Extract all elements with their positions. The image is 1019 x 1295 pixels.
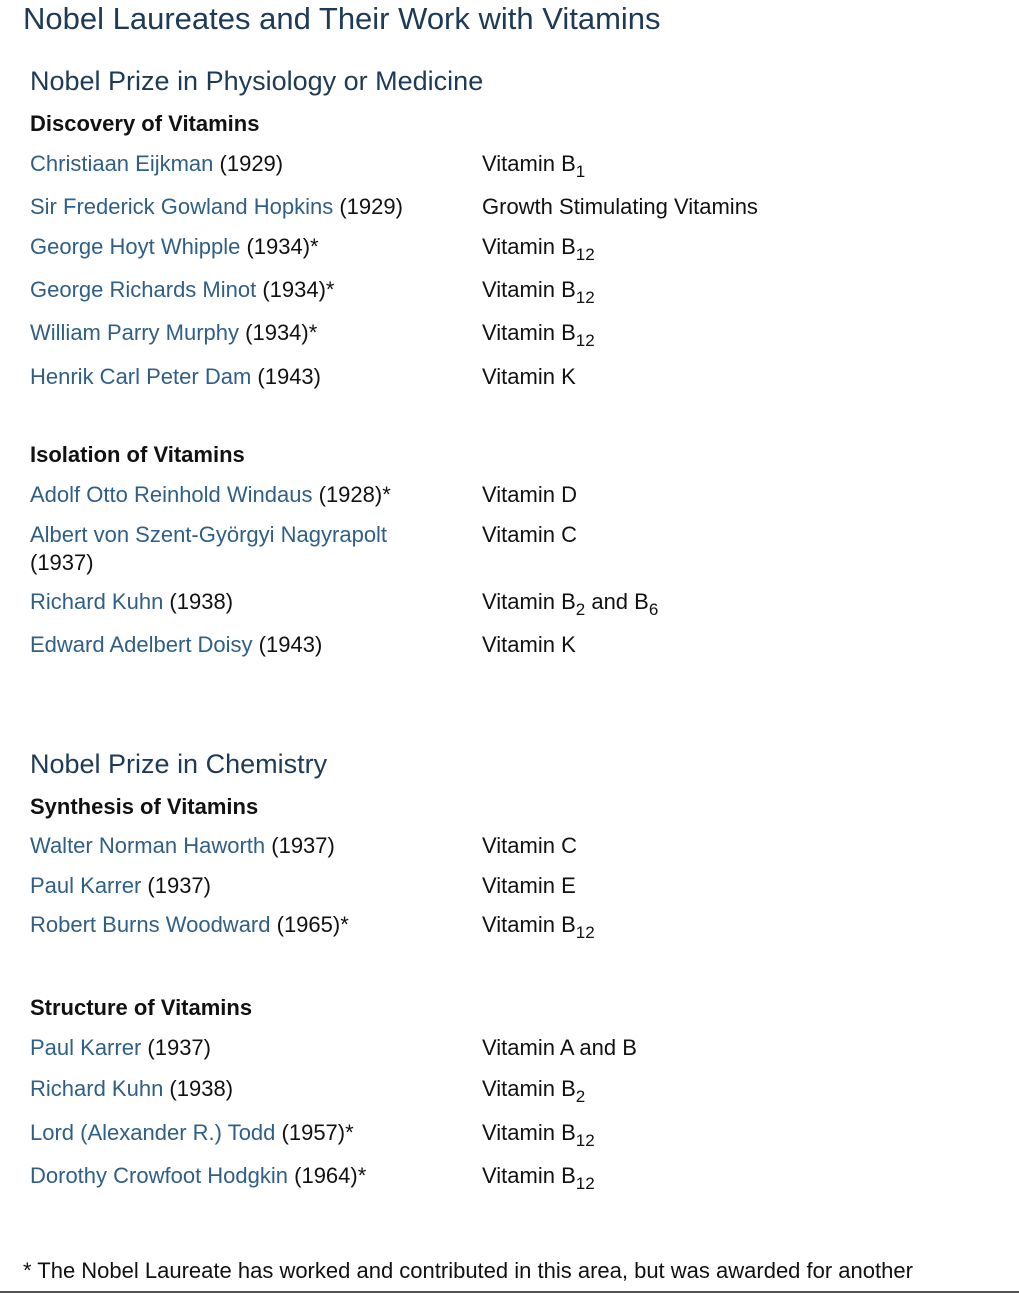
vitamin-cell: Vitamin K [482,632,576,657]
laureate-year: (1964)* [288,1163,367,1188]
laureate-year: (1929) [333,194,403,219]
vitamin-cell: Vitamin E [482,873,576,898]
category-heading-synthesis: Synthesis of Vitamins [30,794,259,819]
laureate-link[interactable]: Edward Adelbert Doisy [30,632,253,657]
laureate-year: (1934)* [239,320,318,345]
laureate-link[interactable]: Dorothy Crowfoot Hodgkin [30,1163,289,1188]
vitamin-cell: Vitamin $B_{12}$ [482,1163,595,1193]
laureate-year: (1938) [163,1076,234,1101]
vitamin-cell: Vitamin $B_2$ and $B_6$ [482,589,659,619]
laureate-link[interactable]: George Hoyt Whipple [30,234,241,259]
laureate-link[interactable]: George Richards Minot [30,277,257,302]
vitamin-cell: Vitamin C [482,833,577,858]
vitamin-cell: Vitamin C [482,522,577,547]
laureate-link[interactable]: Paul Karrer [30,873,142,898]
vitamin-cell: Vitamin A and B [482,1035,637,1060]
laureate-year: (1937) [141,1035,211,1060]
bottom-divider [0,1291,1019,1293]
vitamin-cell: Vitamin $B_2$ [482,1076,586,1106]
category-heading-discovery: Discovery of Vitamins [30,111,260,136]
laureate-year: (1934)* [256,277,335,302]
laureate-link[interactable]: William Parry Murphy [30,320,240,345]
laureate-year: (1943) [251,364,321,389]
laureate-year: (1937) [265,833,335,858]
page-title: Nobel Laureates and Their Work with Vitamins [23,1,661,36]
vitamin-cell: Growth Stimulating Vitamins [482,194,758,219]
vitamin-cell: Vitamin $B_{12}$ [482,277,595,307]
laureate-year: (1943) [252,632,323,657]
laureate-link[interactable]: Sir Frederick Gowland Hopkins [30,194,334,219]
vitamin-cell: Vitamin $B_{12}$ [482,234,595,264]
laureate-link[interactable]: Albert von Szent-Györgyi Nagyrapolt [30,522,388,547]
prize-heading-medicine: Nobel Prize in Physiology or Medicine [30,66,484,96]
laureate-link[interactable]: Walter Norman Haworth [30,833,266,858]
laureate-year: (1937) [30,550,94,575]
vitamin-cell: Vitamin D [482,482,577,507]
laureate-link[interactable]: Lord (Alexander R.) Todd [30,1120,276,1145]
laureate-link[interactable]: Paul Karrer [30,1035,142,1060]
laureate-year: (1929) [213,151,284,176]
laureate-year: (1957)* [275,1120,354,1145]
laureate-year: (1937) [141,873,211,898]
laureate-link[interactable]: Christiaan Eijkman [30,151,214,176]
laureate-year: (1965)* [270,912,349,937]
laureate-year: (1928)* [312,482,391,507]
laureate-year: (1938) [163,589,234,614]
laureate-link[interactable]: Henrik Carl Peter Dam [30,364,252,389]
laureate-link[interactable]: Richard Kuhn [30,1076,164,1101]
footnote: * The Nobel Laureate has worked and contributed in this area, but was awarded for another [23,1258,913,1283]
vitamin-cell: Vitamin K [482,364,576,389]
laureate-link[interactable]: Richard Kuhn [30,589,164,614]
laureate-year: (1934)* [240,234,319,259]
laureate-link[interactable]: Robert Burns Woodward [30,912,271,937]
laureate-link[interactable]: Adolf Otto Reinhold Windaus [30,482,313,507]
category-heading-structure: Structure of Vitamins [30,995,253,1020]
vitamin-cell: Vitamin $B_1$ [482,151,586,181]
vitamin-cell: Vitamin $B_{12}$ [482,912,595,942]
category-heading-isolation: Isolation of Vitamins [30,442,245,467]
vitamin-cell: Vitamin $B_{12}$ [482,320,595,350]
prize-heading-chemistry: Nobel Prize in Chemistry [30,749,328,779]
vitamin-cell: Vitamin $B_{12}$ [482,1120,595,1150]
